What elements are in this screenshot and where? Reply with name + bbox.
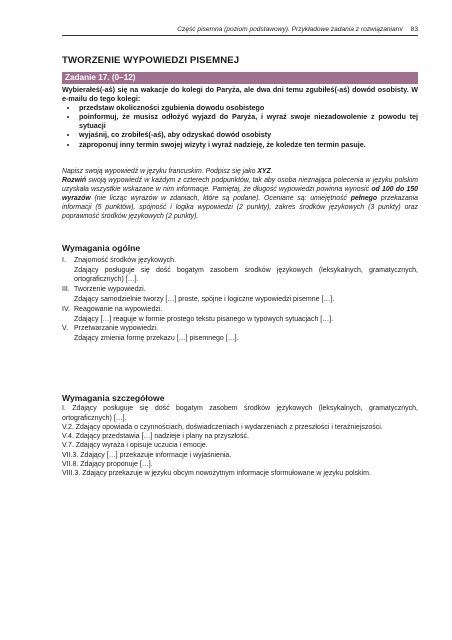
task-label: Zadanie 17. (0–12) <box>62 72 418 84</box>
requirement-number: III. <box>62 286 70 294</box>
instruction-text: swoją wypowiedź w każdym z czterech podpunktów, tak aby osoba nieznająca polecenia w języku polskim uzyskała wszystkie wskazane w nim informacje. Pamiętaj, że długość wypowiedzi powinna wynosić <box>62 176 418 193</box>
specific-requirement: VII.8. Zdający proponuje […]. <box>62 461 153 469</box>
requirement-title: Przetwarzanie wypowiedzi. <box>74 325 159 333</box>
instruction-text: (nie licząc wyrazów w zdaniach, które są podane). Oceniane są: umiejętność <box>90 194 351 202</box>
instruction-emphasis: Rozwiń <box>62 176 87 184</box>
requirement-description: Zdający samodzielnie tworzy […] proste, spójne i logiczne wypowiedzi pisemne […]. <box>74 295 335 303</box>
requirement-title: Reagowanie na wypowiedzi. <box>74 305 163 313</box>
word-count-requirement: od 100 do 150 wyrazów <box>62 185 419 202</box>
requirement-title: Tworzenie wypowiedzi. <box>74 286 146 294</box>
task-body <box>62 85 418 149</box>
requirement-item <box>62 285 418 305</box>
requirement-number: IV. <box>62 305 70 313</box>
requirement-item <box>62 256 418 285</box>
specific-requirement: V.4. Zdający przedstawia […] nadzieje i plany na przyszłość. <box>62 433 249 441</box>
section-title: TWORZENIE WYPOWIEDZI PISEMNEJ <box>62 55 240 66</box>
requirement-item <box>62 324 418 344</box>
general-requirements <box>62 244 418 344</box>
task-intro: Wybierałeś(-aś) się na wakacje do kolegi do Paryża, ale dwa dni temu zgubiłeś(-aś) dowód osobisty. W e-mailu do tego kolegi: <box>62 85 418 104</box>
instruction-text: Napisz swoją wypowiedź w języku francuskim. Podpisz się jako <box>62 168 258 175</box>
specific-requirement: V.2. Zdający opowiada o czynnościach, doświadczeniach i wydarzeniach z przeszłości i teraźniejszości. <box>62 423 383 431</box>
requirement-number: I. <box>62 256 66 264</box>
specific-requirements-heading: Wymagania szczegółowe <box>62 393 165 403</box>
task-box <box>62 72 418 149</box>
specific-requirement: VII.3. Zdający […] przekazuje informacje i wyjaśnienia. <box>62 451 232 459</box>
task-point: • zaproponuj inny termin swojej wizyty i wyraź nadzieję, że koledze ten termin pasuje. <box>78 140 418 149</box>
instruction-paragraph <box>62 177 418 222</box>
task-point: • przedstaw okoliczności zgubienia dowodu osobistego <box>78 103 418 112</box>
specific-requirements <box>62 394 418 479</box>
requirement-description: Zdający […] reaguje w formie prostego tekstu pisanego w typowych sytuacjach […]. <box>74 315 334 323</box>
instruction-text: przekazania informacji (5 punktów), spójność i logika wypowiedzi (2 punkty), zakres środków językowych (3 punkty) oraz poprawność środków językowych (2 punkty). <box>62 194 418 220</box>
task-points <box>62 103 418 148</box>
general-requirements-heading: Wymagania ogólne <box>62 243 141 253</box>
running-header <box>62 26 418 36</box>
running-title: Część pisemna (poziom podstawowy). Przykładowe zadania z rozwiązaniami <box>177 26 403 33</box>
specific-requirement: VIII.3. Zdający przekazuje w języku obcym nowożytnym informacje sformułowane w języku polskim. <box>62 470 371 478</box>
task-point: • poinformuj, że musisz odłożyć wyjazd do Paryża, i wyraź swoje niezadowolenie z powodu tej sytuacji <box>78 112 418 130</box>
specific-requirement: I. Zdający posługuje się dość bogatym zasobem środków językowych (leksykalnych, gramatycznych, ortograficznych) […]. <box>62 405 418 422</box>
instruction-line <box>62 168 418 177</box>
requirement-description: Zdający posługuje się dość bogatym zasobem środków językowych (leksykalnych, gramatycznych, ortograficznych) […]. <box>74 266 418 284</box>
signature-placeholder: XYZ <box>257 168 271 175</box>
instruction-text: . <box>270 168 273 175</box>
page-number: 83 <box>410 26 418 33</box>
requirement-description: Zdający zmienia formę przekazu […] pisemnego […]. <box>74 335 239 343</box>
specific-requirement: V.7. Zdający wyraża i opisuje uczucia i emocje. <box>62 442 208 450</box>
task-point: • wyjaśnij, co zrobiłeś(-aś), aby odzyskać dowód osobisty <box>78 130 418 139</box>
requirement-number: V. <box>62 325 68 333</box>
instructions <box>62 168 418 221</box>
requirement-title: Znajomość środków językowych. <box>74 256 176 264</box>
instruction-emphasis: pełnego <box>350 194 378 202</box>
requirement-item <box>62 305 418 325</box>
